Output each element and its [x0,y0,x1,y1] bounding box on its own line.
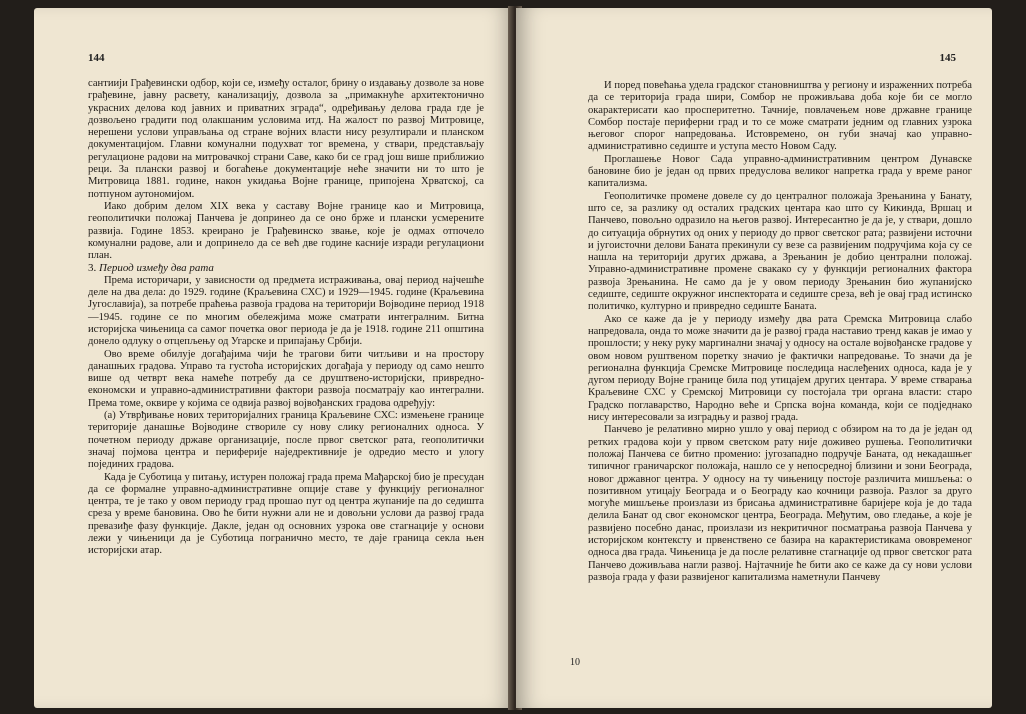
paragraph: сантиији Грађевински одбор, који се, између осталог, брину о издавању дозволе за нове грађевине, јавну расвету, канализацију, дозвола за „примакнуће архитектонично украсних делова код јавних и приватних зграда“, одређивању делова града где је дозвољено градити под олакшаним условима итд. На жалост по развој Митровице, нерешени услови управљања од стране војних власти нису резултирали и планском документацијом. Главни комунални подухват тог времена, у ствари, представљају регулационе радови на митровачкој страни Саве, како би се град још више приближио реци. За плански развој и богаћење документације неће значити ни то што је Митровица 1881. године, након укидања Војне границе, припојена Хрватској, са потпуном аутономијом. [88,78,484,200]
paragraph: Према историчари, у зависности од предмета истраживања, овај период најчешће деле на два дела: до 1929. године (Краљевина СХС) и 1929—1945. године (Краљевина Југославија), за потребе праћења развоја градова на територији Војводине период 1918—1945. године се по многим обележјима може сматрати интегралним. Битна историјска чињеница са самог почетка овог периода је да је 1918. године 211 општина донело одлуку о отцепљењу од Угарске и припајању Србији. [88,274,484,348]
paragraph: Панчево је релативно мирно ушло у овај период с обзиром на то да је један од ретких градова који у првом светском рату није доживео рушења. Геополитички положај Панчева се битно променио: југозападно подручје Баната, од некадашњег типичног граничарског положаја, нашло се у непосредној близини и зони Београда, новог државног центра. У односу на ту чињеницу постоје различита мишљења: о позитивном утицају Београда и о Београду као кочници развоја. Разлог за друго могуће мишљење произлази из брисања административне баријере која је до тада делила Банат од свог економског центра, Београда. Међутим, ово гледање, а које је развијено посебно данас, произлази из некритичног посматрања развоја Панчева у историјском контексту и првенствено се базира на карактеристикама ововременог односа два града. Чињеница је да после релативне стагнације од првог светског рата Панчево доживљава нагли развој. Најтачније ће бити ако се каже да су нови услови развоја града у фази развијеног капитализма наметнули Панчеву [588,424,972,583]
paragraph: Када је Суботица у питању, истурен положај града према Мађарској био је пресудан да се формалне управно-административне опције ставе у функцију регионалног центра, те је тако у овом периоду град прошао пут од центра жупаније па до седишта среза у време бановина. Ово ће бити нужни али не и довољни услови да развој града превазиђе фазу функције. Дакле, један од основних узрока ове стагнације у основи лежи у чињеници да је Суботица погранично место, те даје граница секла њен историјски атар. [88,471,485,557]
signature-mark: 10 [570,657,580,668]
right-page-body [588,80,972,584]
paragraph: (а) Утврђивање нових територијалних граница Краљевине СХС: измењене границе територије данашње Војводине створиле су нову слику регионалних односа. У почетном периоду државе организације, после првог светског рата, геополитички значај појмова центра и периферије наједрективније је одредио место и улогу појединих градова. [88,410,484,471]
right-page [516,8,992,708]
paragraph: Проглашење Новог Сада управно-административним центром Дунавске бановине био је један од првих предуслова великог напретка града у време раног капитализма. [588,153,972,190]
left-page-body [88,78,484,558]
page-number: 145 [939,52,956,64]
paragraph: Иако добрим делом XIX века у саставу Војне границе као и Митровица, геополитички положај Панчева је допринео да се оно брже и плански усмерените развија. Године 1853. креирано је Грађевинско звање, које је одмах отпочело комунални радове, али и допринело да се већ две године касније изради регулациони план. [88,200,484,262]
page-number: 144 [88,52,105,64]
left-page [34,8,514,708]
section-number: 3. [88,262,97,275]
section-heading [88,262,484,274]
paragraph: Ако се каже да је у периоду између два рата Сремска Митровица слабо напредовала, онда то може значити да је развој града наставио тренд какав је имао у прошлости; у неку руку маргинални значај у односу на остале војвођанске градове у овом новом руштвеном поретку значио је фактички напредовање. То значи да је регионална функција Сремске Митровице последица наслеђених односа, када је у дугом периоду Војне границе била под утицајем других центара. У време стварања Краљевине СХС у Сремској Митровици су постојала три органа власти: старо Градско поглаварство, Народно веће и Српска војна команда, који се подједнако нису интересовали за изградњу и развој града. [588,313,972,424]
section-title: Период између два рата [99,262,214,275]
paragraph: И поред повећања удела градског становништва у региону и израженних потреба да се територија града шири, Сомбор не проживљава доба које би се могло окарактерисати као просперитетно. Тачније, повлачењем нове државне границе Сомбор постаје периферни град и то се може сматрати једним од главних узрока његовог спорог напредовања. Истовремено, он губи значај као управно-административно седиште и уступа место Новом Саду. [588,80,972,153]
paragraph: Ово време обилује догађајима чији ће трагови бити читљиви и на простору данашњих градова. Управо та густоћа историјских догађаја у периоду од само нешто више од четврт века намеће потребу да се друштвено-историјски, привредно-економски и управно-административни фактори развоја посматрају као интегрални. Према томе, оквире у којима се одвија развој војвођанских градова одређују: [88,348,484,409]
paragraph: Геополитичке промене довеле су до централног положаја Зрењанина у Банату, што се, за разлику од осталих градских центара као што су Кикинда, Вршац и Панчево, повољно одразило на његов развој. Интересантно је да је, у ствари, дошло до ситуација обрнутих од оних у периоду до првог светског рата; развијени источни и југоисточни делови Баната прекинули су везе са развијеним подручјима која су се нашла на територији других држава, а Зрењанин је добио централни положај. Управно-административне промене свакако су у функцији регионалних фактора развоја Зрењанина. Не само да је у овом периоду Зрењанин био жупанијско седиште, седиште окружног инспектората и седиште среза, већ је овај град истинско политичко, културно и привредно седиште Баната. [588,190,972,313]
